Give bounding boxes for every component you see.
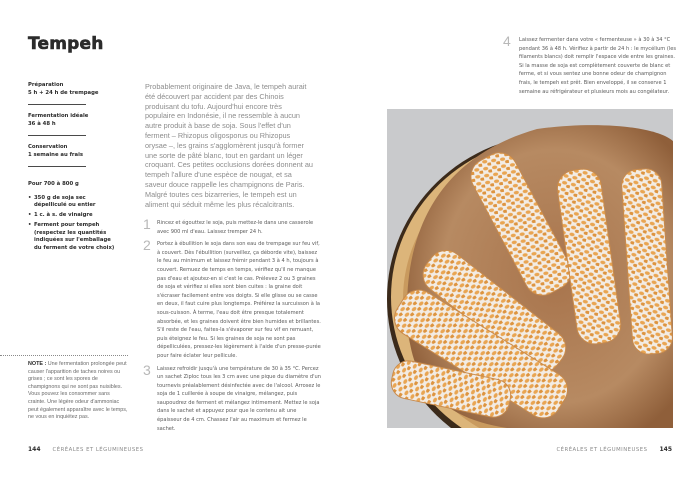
- intro-paragraph: Probablement originaire de Java, le tempeh aurait été découvert par accident par des Chinois produisant du tofu. Aujourd'hui encore très populaire en Indonésie, il ne ressemble à aucun autre produit à base de soja. Sous l'effet d'un ferment – Rhizopus oligosporus ou Rhizopus orysae –, les grains s'agglomèrent jusqu'à former une sorte de pâté blanc, tout en gardant un léger croquant. Ces petites occlusions dorées donnent au tempeh l'allure d'une espèce de nougat, et sa saveur douce rappelle les champignons de Paris. Malgré toutes ces bizarreries, le tempeh est un aliment qui séduit même les plus récalcitrants.: [145, 82, 313, 209]
- note: [28, 361, 128, 422]
- steps: [143, 216, 321, 437]
- folio-left: [28, 446, 144, 453]
- section-name: CÉRÉALES ET LÉGUMINEUSES: [556, 446, 648, 453]
- meta-conservation: [28, 144, 86, 167]
- step-3: [143, 361, 321, 434]
- folio-right: [556, 446, 672, 453]
- note-label: NOTE :: [28, 361, 47, 367]
- step-2: [143, 237, 321, 360]
- section-name: CÉRÉALES ET LÉGUMINEUSES: [52, 446, 144, 453]
- meta-label: Préparation: [28, 82, 64, 88]
- page-number: 145: [659, 446, 672, 453]
- step-text: Rincez et égouttez le soja, puis mettez-le dans une casserole avec 900 ml d'eau. Laissez tremper 24 h.: [157, 220, 314, 235]
- note-text: Une fermentation prolongée peut causer l'apparition de taches noires ou grises ; ce sont les spores de champignons qui ne sont pas nuisibles. Vous pouvez les consommer sans crainte. Une légère odeur d'ammoniac peut également apparaître avec le temps, ne vous en inquiétez pas.: [28, 361, 128, 421]
- step-number: 1: [143, 216, 151, 232]
- step-text: Portez à ébullition le soja dans son eau de trempage sur feu vif, à couvert. Dès l'ébullition (surveillez, ça déborde vite), baissez le feu au minimum et laissez frémir pendant 3 à 4 h, toujours à couvert. Remuez de temps en temps, vérifiez qu'il ne manque pas d'eau et ajoutez-en si c'est le cas. Prélevez 2 ou 3 graines de soja et vérifiez si elles sont bien cuites : la graine doit s'écraser facilement entre vos doigts. Si elle glisse ou se casse en deux, il faut cuire plus longtemps. Préférez la surcuisson à la sous-cuisson. À terme, l'eau doit être presque totalement absorbée, et les graines doivent être bien humides et brillantes. S'il reste de l'eau, faites-la s'évaporer sur feu vif en remuant, puis éteignez le feu. Si les graines de soja ne sont pas dépelliculées, pressez-les légèrement à l'aide d'un presse-purée pour faire éclater leur pellicule.: [157, 241, 321, 359]
- meta-label: Conservation: [28, 144, 68, 150]
- step-number: 4: [503, 33, 511, 49]
- ingredients: [28, 181, 118, 255]
- ingredient-item: • 350 g de soja sec dépelliculé ou entier: [28, 195, 118, 210]
- meta-fermentation: [28, 113, 89, 136]
- step-text: Laissez fermenter dans votre « fermenteuse » à 30 à 34 °C pendant 36 à 48 h. Vérifiez à partir de 24 h : le mycélium (les filaments blancs) doit remplir l'espace vide entre les graines. Si la masse de soja est complètement couverte de blanc et ferme, et si vous sentez une bonne odeur de champignon frais, le tempeh est prêt. Bien enveloppé, il se conserve 1 semaine au réfrigérateur et plusieurs mois au congélateur.: [519, 37, 677, 95]
- step-1: [143, 216, 321, 236]
- meta-value: 36 à 48 h: [28, 120, 56, 127]
- ingredients-list: [28, 195, 118, 253]
- ingredients-title: Pour 700 à 800 g: [28, 181, 79, 187]
- meta-label: Fermentation idéale: [28, 113, 89, 119]
- right-page: [350, 0, 700, 479]
- step-text: Laissez refroidir jusqu'à une température de 30 à 35 °C. Percez un sachet Ziploc tous les 3 cm avec une pique du diamètre d'un tournevis préalablement désinfectée avec de l'alcool. Arrosez le soja de 1 cuillerée à soupe de vinaigre, mélangez, puis saupoudrez de ferment et mélangez intimement. Mettez le soja dans le sachet et appuyez pour que le contenu ait une épaisseur de 4 cm. Chassez l'air au maximum et fermez le sachet.: [157, 365, 321, 432]
- recipe-title: Tempeh: [28, 34, 104, 54]
- meta-value: 5 h + 24 h de trempage: [28, 89, 99, 96]
- tempeh-photo: [387, 109, 673, 428]
- meta-value: 1 semaine au frais: [28, 151, 84, 158]
- step-4: [503, 33, 677, 96]
- meta-preparation: [28, 82, 99, 105]
- recipe-meta: [28, 82, 99, 175]
- tempeh-illustration: [387, 109, 673, 428]
- ingredient-item: • 1 c. à s. de vinaigre: [28, 212, 118, 220]
- page-number: 144: [28, 446, 41, 453]
- step-number: 2: [143, 237, 151, 254]
- note-divider: [0, 355, 128, 356]
- step-number: 3: [143, 361, 151, 378]
- ingredient-item: • Ferment pour tempeh (respectez les quantités indiquées sur l'emballage du ferment de votre choix): [28, 222, 118, 252]
